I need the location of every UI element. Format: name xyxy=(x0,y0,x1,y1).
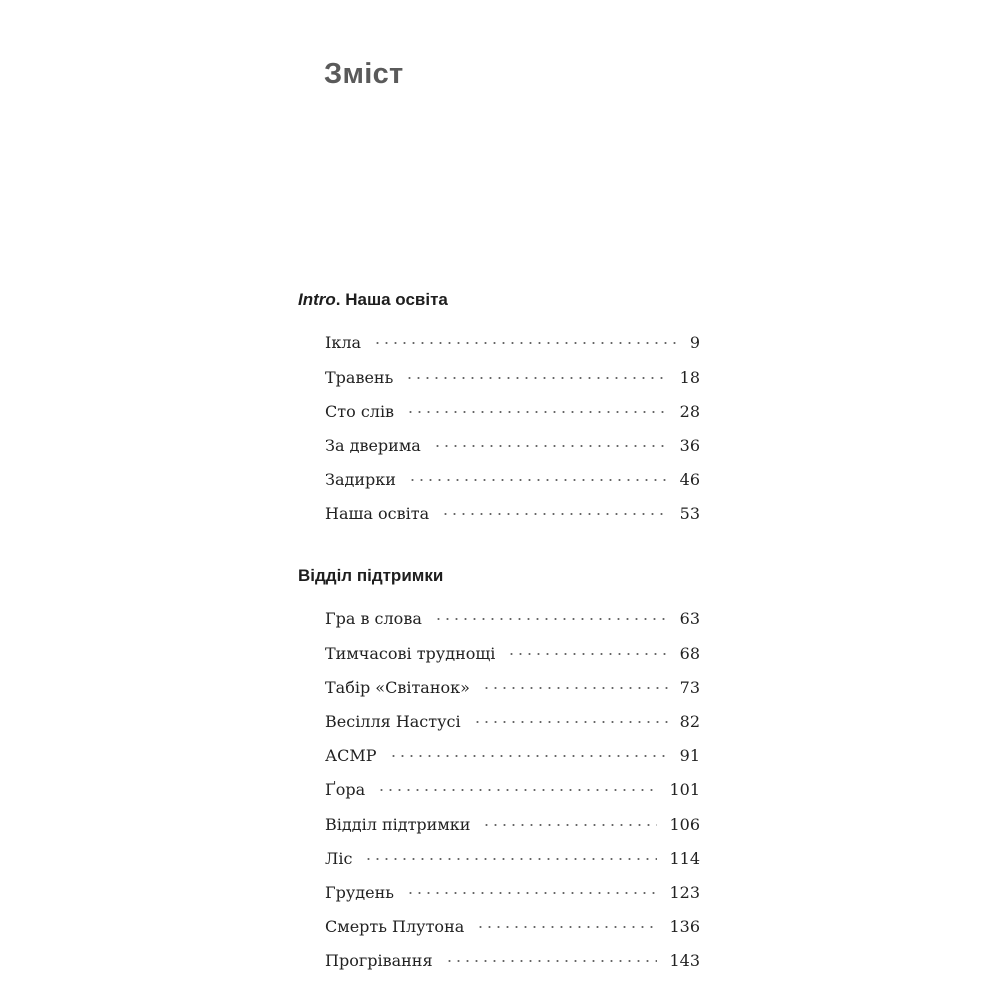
dot-leader xyxy=(441,513,668,515)
toc-entry-title: Прогрівання xyxy=(325,951,433,970)
toc-entry xyxy=(325,710,700,734)
toc-entry xyxy=(325,744,700,768)
dot-leader xyxy=(408,479,668,481)
toc-entry xyxy=(325,468,700,492)
toc-entry-page: 123 xyxy=(669,883,700,902)
toc-entry-title: Ікла xyxy=(325,333,362,352)
toc-entry-title: Сто слів xyxy=(325,402,395,421)
toc-entry-page: 73 xyxy=(679,678,700,697)
dot-leader xyxy=(373,342,678,344)
toc-entry xyxy=(325,949,700,973)
dot-leader xyxy=(377,789,657,791)
toc-entry-page: 101 xyxy=(669,780,700,799)
section-heading-support xyxy=(298,566,443,586)
toc-entry-page: 53 xyxy=(679,504,700,523)
toc-entry xyxy=(325,778,700,802)
toc-entry xyxy=(325,881,700,905)
section-heading-text: . Наша освіта xyxy=(335,290,448,309)
toc-entry-page: 114 xyxy=(669,849,700,868)
toc-entry-title: Смерть Плутона xyxy=(325,917,465,936)
toc-entry-title: Ліс xyxy=(325,849,353,868)
dot-leader xyxy=(364,858,657,860)
toc-entry-title: Весілля Настусі xyxy=(325,712,461,731)
section-heading-lead: Intro xyxy=(298,290,336,309)
dot-leader xyxy=(476,926,657,928)
toc-entry-page: 136 xyxy=(669,917,700,936)
toc-entry-title: Наша освіта xyxy=(325,504,430,523)
toc-entry-page: 28 xyxy=(679,402,700,421)
toc-entry xyxy=(325,331,700,355)
toc-entry-title: Грудень xyxy=(325,883,394,902)
toc-entry-page: 9 xyxy=(689,333,700,352)
toc-entry-page: 63 xyxy=(679,609,700,628)
toc-entry xyxy=(325,366,700,390)
toc-entry-page: 36 xyxy=(679,436,700,455)
dot-leader xyxy=(482,687,668,689)
toc-entry xyxy=(325,607,700,631)
toc-entry xyxy=(325,434,700,458)
dot-leader xyxy=(406,411,668,413)
toc-entry-page: 91 xyxy=(679,746,700,765)
toc-entry-title: Відділ підтримки xyxy=(325,815,471,834)
dot-leader xyxy=(389,755,668,757)
toc-entry-page: 68 xyxy=(679,644,700,663)
toc-entry-page: 143 xyxy=(669,951,700,970)
toc-entry-title: Тимчасові труднощі xyxy=(325,644,496,663)
toc-entry-title: Ґора xyxy=(325,780,366,799)
toc-entry-page: 18 xyxy=(679,368,700,387)
toc-entry xyxy=(325,502,700,526)
toc-entry xyxy=(325,676,700,700)
toc-entry-title: Гра в слова xyxy=(325,609,422,628)
dot-leader xyxy=(507,653,667,655)
section-heading-text: Відділ підтримки xyxy=(298,566,444,585)
dot-leader xyxy=(473,721,668,723)
dot-leader xyxy=(445,960,658,962)
toc-entry-page: 46 xyxy=(679,470,700,489)
dot-leader xyxy=(434,618,668,620)
toc-entry-title: Травень xyxy=(325,368,394,387)
toc-entry-page: 106 xyxy=(669,815,700,834)
toc-entry xyxy=(325,400,700,424)
section-heading-intro xyxy=(298,290,448,310)
toc-entry xyxy=(325,847,700,871)
page-title: Зміст xyxy=(324,58,404,90)
toc-entry-title: АСМР xyxy=(325,746,377,765)
toc-entry-title: За дверима xyxy=(325,436,421,455)
dot-leader xyxy=(405,377,667,379)
toc-entry xyxy=(325,813,700,837)
toc-entry-title: Задирки xyxy=(325,470,396,489)
dot-leader xyxy=(482,824,657,826)
toc-entry-title: Табір «Світанок» xyxy=(325,678,470,697)
toc-entry xyxy=(325,642,700,666)
toc-entry-page: 82 xyxy=(679,712,700,731)
toc-entry xyxy=(325,915,700,939)
dot-leader xyxy=(433,445,668,447)
dot-leader xyxy=(406,892,658,894)
